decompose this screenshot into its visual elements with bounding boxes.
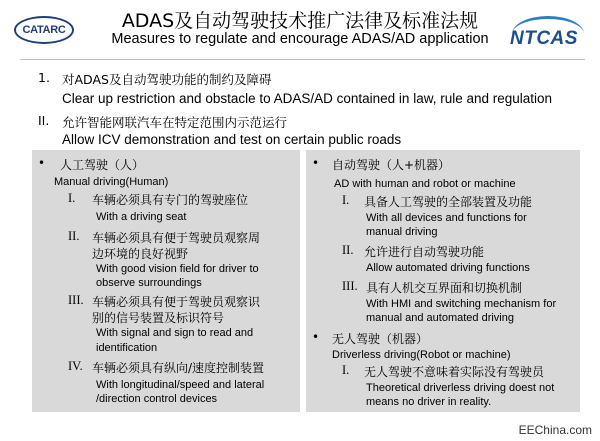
item-chinese: 具备人工驾驶的全部装置及功能: [364, 195, 533, 209]
driverless-heading-english: Driverless driving(Robot or machine): [332, 349, 511, 361]
item-number: III.: [68, 293, 84, 307]
item-number: II.: [68, 229, 80, 243]
slide-header: [0, 0, 600, 62]
watermark: EEChina.com: [518, 423, 592, 437]
item-number: I.: [342, 193, 350, 207]
driverless-heading-chinese: 无人驾驶（机器）: [332, 332, 429, 346]
bullet: •: [312, 156, 320, 170]
item-chinese: 无人驾驶不意味着实际没有驾驶员: [364, 365, 545, 379]
ntcas-logo-text: NTCAS: [510, 28, 578, 49]
item-english: manual and automated driving: [366, 312, 514, 324]
item-chinese: 车辆必须具有纵向/速度控制装置: [92, 361, 265, 375]
item-english: manual driving: [366, 226, 438, 238]
bullet: •: [38, 156, 46, 170]
point-2-number: II.: [38, 113, 50, 128]
item-number: III.: [342, 279, 358, 293]
header-divider: [20, 59, 585, 60]
item-english: means no driver in reality.: [366, 396, 492, 408]
item-chinese: 边环境的良好视野: [92, 247, 189, 261]
item-chinese: 允许进行自动驾驶功能: [364, 245, 485, 259]
bullet: •: [312, 330, 320, 344]
item-english: observe surroundings: [96, 277, 202, 289]
item-chinese: 车辆必须具有便于驾驶员观察周: [92, 231, 261, 245]
point-2-chinese: 允许智能网联汽车在特定范围内示范运行: [62, 115, 288, 130]
item-english: identification: [96, 342, 158, 354]
item-english: Allow automated driving functions: [366, 262, 530, 274]
item-english: With a driving seat: [96, 211, 187, 223]
ntcas-logo: [506, 14, 588, 48]
catarc-logo-text: CATARC: [22, 24, 66, 36]
item-number: II.: [342, 243, 354, 257]
manual-driving-panel: [32, 150, 300, 412]
item-english: With all devices and functions for: [366, 212, 527, 224]
manual-heading-chinese: 人工驾驶（人）: [60, 158, 145, 172]
item-english: /direction control devices: [96, 393, 218, 405]
point-1-chinese: 对ADAS及自动驾驶功能的制约及障碍: [62, 72, 272, 87]
item-english: With good vision field for driver to: [96, 263, 259, 275]
manual-heading-english: Manual driving(Human): [54, 176, 169, 188]
point-1-number: 1.: [38, 70, 50, 85]
item-chinese: 别的信号装置及标识符号: [92, 311, 225, 325]
item-number: I.: [68, 191, 76, 205]
item-chinese: 具有人机交互界面和切换机制: [366, 281, 523, 295]
ad-heading-english: AD with human and robot or machine: [334, 178, 516, 190]
item-chinese: 车辆必须具有专门的驾驶座位: [92, 193, 249, 207]
point-1-english: Clear up restriction and obstacle to ADAS/AD contained in law, rule and regulation: [62, 91, 553, 106]
item-number: I.: [342, 363, 350, 377]
item-english: With signal and sign to read and: [96, 327, 254, 339]
item-english: With longitudinal/speed and lateral: [96, 379, 265, 391]
point-2-english: Allow ICV demonstration and test on certain public roads: [62, 132, 402, 147]
automated-driving-panel: [306, 150, 580, 412]
page-title-english: Measures to regulate and encourage ADAS/AD application: [111, 31, 489, 47]
item-english: With HMI and switching mechanism for: [366, 298, 557, 310]
page-title-chinese: ADAS及自动驾驶技术推广法律及标准法规: [121, 10, 479, 32]
item-number: IV.: [68, 359, 83, 373]
item-chinese: 车辆必须具有便于驾驶员观察识: [92, 295, 261, 309]
item-english: Theoretical driverless driving doest not: [366, 382, 555, 394]
ad-heading-chinese: 自动驾驶（人+机器）: [332, 158, 451, 172]
